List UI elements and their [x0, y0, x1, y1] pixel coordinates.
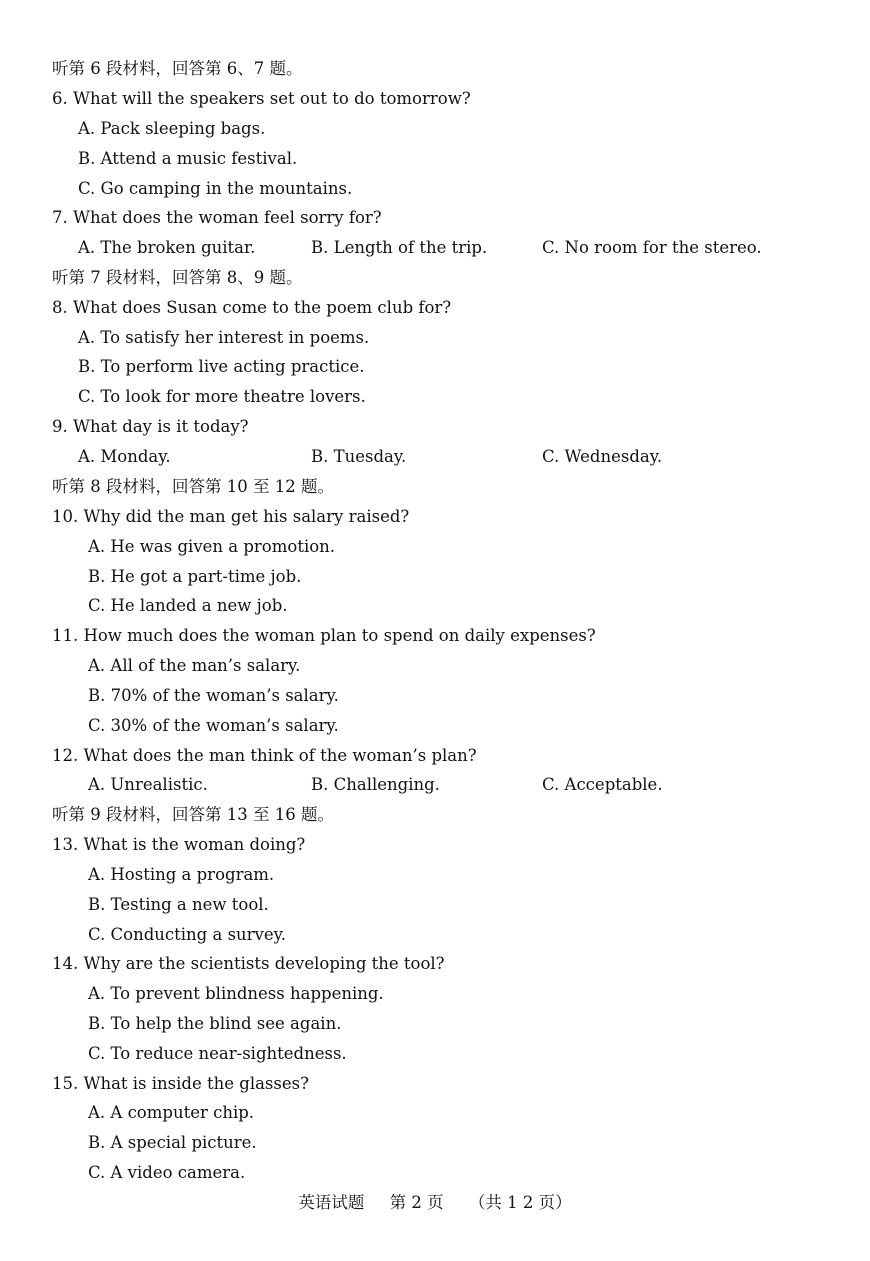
question-12-stem: 12. What does the man think of the woman’s plan?	[52, 746, 477, 765]
question-11-option-b: B. 70% of the woman’s salary.	[88, 686, 339, 705]
question-7-option-a: A. The broken guitar.	[78, 238, 256, 257]
question-9-option-a: A. Monday.	[78, 447, 171, 466]
question-14-option-c: C. To reduce near-sightedness.	[88, 1044, 347, 1063]
section-heading-6: 听第 6 段材料，回答第 6、7 题。	[52, 59, 303, 78]
page-footer	[0, 1192, 870, 1214]
question-7-stem: 7. What does the woman feel sorry for?	[52, 208, 382, 227]
question-6-option-a: A. Pack sleeping bags.	[78, 119, 266, 138]
question-11-option-c: C. 30% of the woman’s salary.	[88, 716, 339, 735]
question-11-stem: 11. How much does the woman plan to spend on daily expenses?	[52, 626, 596, 645]
footer-total-pages: （共 1 2 页）	[468, 1193, 572, 1212]
question-12-option-b: B. Challenging.	[311, 775, 440, 794]
question-10-option-a: A. He was given a promotion.	[88, 537, 336, 556]
question-15-option-a: A. A computer chip.	[88, 1103, 255, 1122]
question-8-option-c: C. To look for more theatre lovers.	[78, 387, 366, 406]
question-7-option-b: B. Length of the trip.	[311, 238, 488, 257]
question-10-option-b: B. He got a part-time job.	[88, 567, 302, 586]
footer-page-number: 第 2 页	[389, 1193, 444, 1212]
section-heading-7: 听第 7 段材料，回答第 8、9 题。	[52, 268, 303, 287]
question-12-option-c: C. Acceptable.	[542, 775, 663, 794]
question-8-option-b: B. To perform live acting practice.	[78, 357, 365, 376]
question-9-stem: 9. What day is it today?	[52, 417, 249, 436]
question-9-option-b: B. Tuesday.	[311, 447, 407, 466]
question-6-option-b: B. Attend a music festival.	[78, 149, 298, 168]
question-10-stem: 10. Why did the man get his salary raised?	[52, 507, 410, 526]
question-7-option-c: C. No room for the stereo.	[542, 238, 762, 257]
question-13-stem: 13. What is the woman doing?	[52, 835, 306, 854]
question-6-stem: 6. What will the speakers set out to do tomorrow?	[52, 89, 471, 108]
question-8-stem: 8. What does Susan come to the poem club for?	[52, 298, 452, 317]
question-15-option-c: C. A video camera.	[88, 1163, 246, 1182]
question-15-option-b: B. A special picture.	[88, 1133, 257, 1152]
question-6-option-c: C. Go camping in the mountains.	[78, 179, 353, 198]
question-13-option-b: B. Testing a new tool.	[88, 895, 269, 914]
question-13-option-a: A. Hosting a program.	[88, 865, 275, 884]
question-8-option-a: A. To satisfy her interest in poems.	[78, 328, 370, 347]
footer-subject: 英语试题	[298, 1193, 365, 1212]
question-12-option-a: A. Unrealistic.	[88, 775, 208, 794]
question-13-option-c: C. Conducting a survey.	[88, 925, 287, 944]
question-14-stem: 14. Why are the scientists developing the tool?	[52, 954, 445, 973]
question-10-option-c: C. He landed a new job.	[88, 596, 288, 615]
question-9-option-c: C. Wednesday.	[542, 447, 663, 466]
question-14-option-a: A. To prevent blindness happening.	[88, 984, 384, 1003]
question-11-option-a: A. All of the man’s salary.	[88, 656, 301, 675]
question-15-stem: 15. What is inside the glasses?	[52, 1074, 309, 1093]
section-heading-9: 听第 9 段材料，回答第 13 至 16 题。	[52, 805, 334, 824]
question-14-option-b: B. To help the blind see again.	[88, 1014, 342, 1033]
section-heading-8: 听第 8 段材料，回答第 10 至 12 题。	[52, 477, 334, 496]
